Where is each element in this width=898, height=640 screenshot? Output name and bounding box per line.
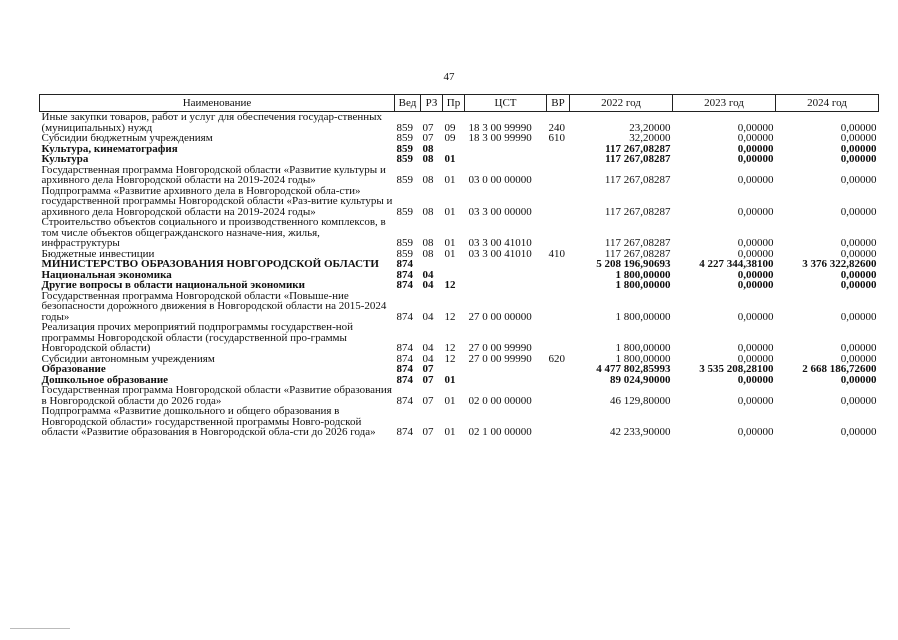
cell-pr: 12: [444, 279, 456, 291]
cell-pr: 12: [444, 310, 456, 323]
cell-name: Реализация прочих мероприятий подпрограммы государствен-ной программы Новгородской области (государственной про-граммы Новгородской области): [41, 321, 354, 354]
cell-2024: 0,00000: [840, 142, 877, 155]
cell-cst: 03 3 00 41010: [468, 247, 532, 260]
table-row: [40, 385, 879, 406]
cell-2024: 0,00000: [840, 310, 877, 323]
cell-cst: [465, 375, 547, 386]
cell-pr: 01: [444, 426, 456, 438]
cell-rz: 08: [422, 153, 434, 165]
cell-name: Субсидии автономным учреждениям: [41, 352, 215, 365]
header-name: Наименование: [40, 95, 395, 112]
cell-2023: 0,00000: [737, 394, 774, 407]
cell-2024: 3 376 322,82600: [802, 258, 877, 270]
cell-2022: 42 233,90000: [610, 426, 671, 438]
cell-ved: 874: [396, 394, 413, 407]
cell-pr: 01: [444, 237, 456, 249]
cell-name: Образование: [41, 363, 106, 375]
cell-2024: 0,00000: [840, 247, 877, 260]
cell-name: Иные закупки товаров, работ и услуг для обеспечения государ-ственных (муниципальных) нужд: [41, 111, 383, 134]
cell-2023: 0,00000: [737, 268, 774, 281]
cell-ved: 859: [396, 121, 413, 134]
cell-2024: 0,00000: [840, 394, 877, 407]
cell-2024: 0,00000: [840, 268, 877, 281]
cell-name: Государственная программа Новгородской области «Развитие культуры и архивного дела Новгородской области на 2019-2024 годы»: [41, 163, 386, 186]
cell-ved: 859: [396, 247, 413, 260]
cell-2022: 23,20000: [629, 121, 671, 134]
cell-2024: 0,00000: [840, 279, 877, 291]
cell-ved: 859: [396, 153, 413, 165]
cell-ved: 859: [396, 142, 413, 155]
cell-2022: 117 267,08287: [605, 142, 671, 155]
cell-rz: 07: [422, 373, 434, 386]
cell-cst: 18 3 00 99990: [468, 132, 532, 144]
cell-cst: 18 3 00 99990: [468, 121, 532, 134]
cell-pr: [443, 364, 465, 375]
cell-vr: [547, 217, 570, 249]
cell-2022: 32,20000: [629, 132, 671, 144]
cell-name: Национальная экономика: [41, 268, 172, 281]
cell-2023: 0,00000: [737, 426, 774, 438]
cell-ved: 874: [396, 310, 413, 323]
cell-pr: [443, 259, 465, 270]
cell-2023: 0,00000: [737, 142, 774, 155]
cell-2023: 0,00000: [737, 310, 774, 323]
cell-rz: 07: [422, 121, 434, 134]
cell-2024: 0,00000: [840, 205, 877, 218]
cell-2024: 0,00000: [840, 132, 877, 144]
cell-ved: 874: [396, 268, 413, 281]
table-row: [40, 291, 879, 323]
cell-cst: [465, 270, 547, 281]
cell-name: Подпрограмма «Развитие дошкольного и общего образования в Новгородской области» государственной программы Новго-родской области «Развитие образования в Новгородской обла-сти до 2026 года»: [41, 405, 376, 438]
cell-cst: 27 0 00 00000: [468, 310, 532, 323]
cell-2022: 1 800,00000: [615, 279, 671, 291]
cell-pr: 12: [444, 342, 456, 354]
cell-rz: 08: [422, 174, 434, 186]
cell-ved: 859: [396, 174, 413, 186]
cell-2022: 1 800,00000: [615, 268, 671, 281]
table-row: [40, 112, 879, 134]
cell-ved: 874: [396, 342, 413, 354]
cell-pr: 12: [444, 352, 456, 365]
cell-rz: 04: [422, 268, 434, 281]
header-2022: 2022 год: [570, 95, 673, 112]
cell-rz: 08: [422, 142, 434, 155]
cell-rz: [421, 259, 443, 270]
cell-rz: 07: [422, 132, 434, 144]
cell-ved: 859: [396, 205, 413, 218]
cell-2023: 4 227 344,38100: [699, 258, 774, 270]
cell-vr: [547, 375, 570, 386]
table-row: [40, 322, 879, 354]
cell-2023: 0,00000: [737, 237, 774, 249]
cell-cst: 02 0 00 00000: [468, 394, 532, 407]
cell-ved: 874: [396, 258, 413, 270]
cell-2023: 0,00000: [737, 153, 774, 165]
cell-pr: 01: [444, 205, 456, 218]
header-2024: 2024 год: [776, 95, 879, 112]
cell-name: Бюджетные инвестиции: [41, 247, 155, 260]
table-row: [40, 186, 879, 218]
header-pr: Пр: [443, 95, 465, 112]
cell-name: МИНИСТЕРСТВО ОБРАЗОВАНИЯ НОВГОРОДСКОЙ ОБЛАСТИ: [41, 258, 379, 270]
cell-2023: 0,00000: [737, 279, 774, 291]
table-row: [40, 280, 879, 291]
cell-rz: 04: [422, 342, 434, 354]
cell-rz: 04: [422, 279, 434, 291]
cell-cst: [465, 280, 547, 291]
cell-ved: 874: [396, 279, 413, 291]
cell-2022: 1 800,00000: [615, 352, 671, 365]
cell-2022: 46 129,80000: [610, 394, 671, 407]
page-edge-mark: [10, 628, 70, 629]
cell-vr: 610: [548, 132, 565, 144]
cell-vr: 620: [548, 352, 565, 365]
header-row: [40, 95, 879, 112]
cell-vr: [547, 364, 570, 375]
cell-cst: [465, 144, 547, 155]
cell-2023: 0,00000: [737, 373, 774, 386]
table-header: [40, 95, 879, 112]
cell-2022: 4 477 802,85993: [596, 363, 671, 375]
cell-2024: 0,00000: [840, 426, 877, 438]
table-row: [40, 364, 879, 375]
cell-ved: 874: [396, 352, 413, 365]
cell-rz: 08: [422, 205, 434, 218]
cell-2022: 1 800,00000: [615, 342, 671, 354]
cell-pr: 09: [444, 132, 456, 144]
cell-rz: 08: [422, 247, 434, 260]
cell-2023: 0,00000: [737, 205, 774, 218]
cell-rz: 04: [422, 310, 434, 323]
cell-rz: 07: [422, 363, 434, 375]
cell-cst: 03 0 00 00000: [468, 174, 532, 186]
cell-2023: 0,00000: [737, 132, 774, 144]
cell-rz: 04: [422, 352, 434, 365]
cell-vr: [547, 165, 570, 186]
cell-cst: 03 3 00 00000: [468, 205, 532, 218]
cell-pr: 01: [444, 174, 456, 186]
header-cst: ЦСТ: [465, 95, 547, 112]
cell-2024: 2 668 186,72600: [802, 363, 877, 375]
header-vr: ВР: [547, 95, 570, 112]
cell-2022: 117 267,08287: [605, 153, 671, 165]
cell-vr: 240: [548, 121, 565, 134]
cell-vr: [547, 385, 570, 406]
cell-2022: 5 208 196,90693: [596, 258, 671, 270]
cell-pr: 01: [444, 373, 456, 386]
cell-2023: 0,00000: [737, 121, 774, 134]
cell-cst: 03 3 00 41010: [468, 237, 532, 249]
cell-name: Строительство объектов социального и производственного комплексов, в том числе объектов общегражданского назначе-ния, жилья, инфраструктуры: [41, 216, 386, 249]
cell-vr: [547, 280, 570, 291]
cell-pr: 01: [444, 247, 456, 260]
cell-2024: 0,00000: [840, 373, 877, 386]
cell-vr: [547, 144, 570, 155]
cell-pr: 09: [444, 121, 456, 134]
table-row: [40, 133, 879, 144]
cell-vr: [547, 259, 570, 270]
cell-2022: 117 267,08287: [604, 174, 671, 186]
header-ved: Вед: [395, 95, 421, 112]
cell-name: Государственная программа Новгородской области «Повыше-ние безопасности дорожного движения в Новгородской области на 2015-2024 годы»: [41, 289, 387, 323]
table-row: [40, 406, 879, 438]
cell-vr: 410: [548, 247, 565, 260]
cell-name: Другие вопросы в области национальной экономики: [41, 279, 305, 291]
cell-rz: 07: [422, 394, 434, 407]
cell-2022: 117 267,08287: [604, 247, 671, 260]
cell-name: Подпрограмма «Развитие архивного дела в Новгородской обла-сти» государственной программы Новгородской области «Раз-витие культуры и архивного дела Новгородской области на 2019-2024 годы»: [41, 184, 393, 218]
page-number: 47: [443, 71, 455, 83]
cell-2024: 0,00000: [840, 121, 877, 134]
cell-2024: 0,00000: [840, 174, 877, 186]
cell-name: Дошкольное образование: [41, 373, 169, 386]
cell-cst: [465, 364, 547, 375]
cell-2022: 117 267,08287: [604, 205, 671, 218]
table-body: [40, 112, 879, 438]
cell-vr: [547, 291, 570, 323]
header-2023: 2023 год: [673, 95, 776, 112]
cell-cst: 27 0 00 99990: [468, 342, 532, 354]
cell-cst: [465, 259, 547, 270]
cell-2022: 117 267,08287: [604, 237, 671, 249]
cell-2024: 0,00000: [840, 237, 877, 249]
cell-ved: 859: [396, 132, 413, 144]
cell-ved: 874: [396, 373, 413, 386]
cell-pr: 01: [444, 153, 456, 165]
cell-2023: 0,00000: [737, 247, 774, 260]
cell-ved: 859: [396, 237, 413, 249]
cell-2024: 0,00000: [840, 153, 877, 165]
cell-vr: [547, 186, 570, 218]
cell-ved: 874: [396, 426, 413, 438]
cell-2023: 3 535 208,28100: [699, 363, 774, 375]
cell-2023: 0,00000: [737, 174, 774, 186]
cell-2022: 1 800,00000: [615, 310, 671, 323]
cell-name: Культура, кинематография: [41, 142, 178, 155]
cell-cst: [465, 154, 547, 165]
cell-name: Государственная программа Новгородской области «Развитие образования в Новгородской области до 2026 года»: [41, 384, 392, 407]
cell-pr: 01: [444, 394, 456, 407]
budget-table: [39, 94, 879, 438]
cell-cst: 02 1 00 00000: [468, 426, 532, 438]
cell-rz: 07: [422, 426, 434, 438]
cell-vr: [547, 270, 570, 281]
cell-2024: 0,00000: [840, 342, 877, 354]
cell-2023: 0,00000: [737, 352, 774, 365]
cell-name: Культура: [41, 153, 89, 165]
cell-vr: [547, 154, 570, 165]
table-row: [40, 217, 879, 249]
cell-name: Субсидии бюджетным учреждениям: [41, 132, 213, 144]
table-row: [40, 165, 879, 186]
cell-vr: [547, 322, 570, 354]
cell-ved: 874: [396, 363, 413, 375]
table-row: [40, 259, 879, 270]
cell-rz: 08: [422, 237, 434, 249]
header-rz: РЗ: [421, 95, 443, 112]
cell-2023: 0,00000: [737, 342, 774, 354]
cell-cst: 27 0 00 99990: [468, 352, 532, 365]
cell-2024: 0,00000: [840, 352, 877, 365]
table-row: [40, 154, 879, 165]
cell-2022: 89 024,90000: [610, 373, 671, 386]
cell-vr: [547, 406, 570, 438]
